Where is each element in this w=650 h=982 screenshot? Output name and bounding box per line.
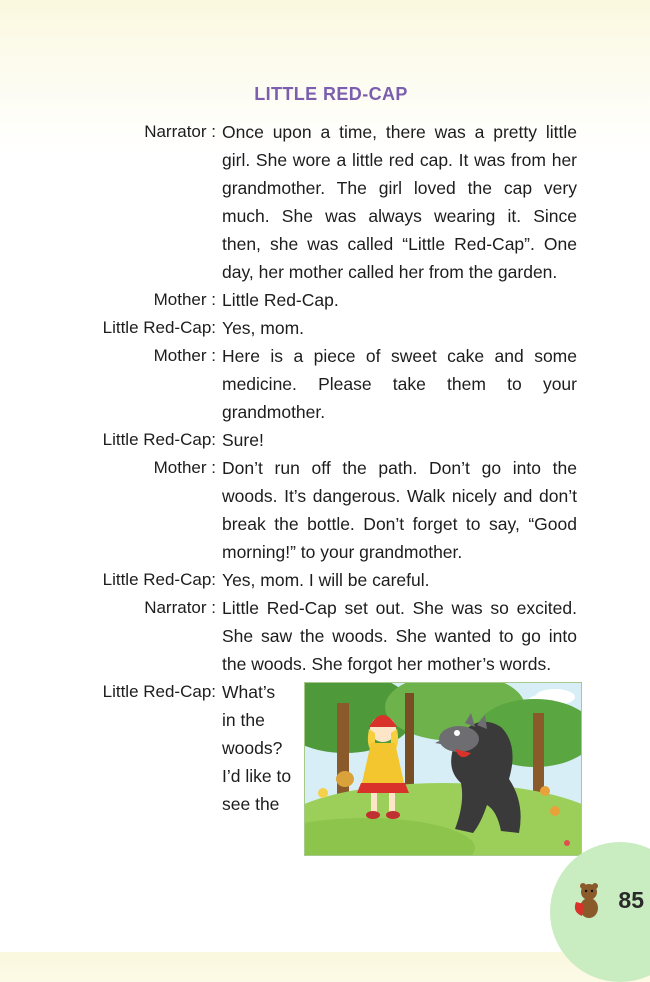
dialogue-line <box>0 566 650 594</box>
dialogue <box>0 118 650 818</box>
dialogue-text: What’s in the woods? I’d like to see the <box>222 682 292 814</box>
dialogue-text: Little Red-Cap. <box>222 290 339 310</box>
dialogue-text: Sure! <box>222 430 264 450</box>
dialogue-line <box>0 454 650 566</box>
dialogue-line <box>0 594 650 678</box>
dialogue-line <box>0 342 650 426</box>
story-illustration <box>304 682 582 856</box>
bear-mascot-icon <box>572 882 606 920</box>
page-title: LITTLE RED-CAP <box>254 84 408 104</box>
dialogue-line <box>0 118 650 286</box>
dialogue-line-with-illustration <box>0 678 650 818</box>
page-number: 85 <box>618 887 644 913</box>
dialogue-line <box>0 286 650 314</box>
speaker-label: Mother : <box>153 346 216 365</box>
red-cap-and-wolf-illustration <box>305 683 581 855</box>
dialogue-line <box>0 426 650 454</box>
speaker-label: Little Red-Cap: <box>102 318 216 337</box>
speaker-label: Mother : <box>153 290 216 309</box>
dialogue-text: Once upon a time, there was a pretty little girl. She wore a little red cap. It was from her grandmother. The girl loved the cap very much. She was always wearing it. Since then, she was called “Little Red-Cap”. One day, her mother called her from the garden. <box>222 122 577 282</box>
speaker-label: Mother : <box>153 458 216 477</box>
dialogue-text: Little Red-Cap set out. She was so excited. She saw the woods. She wanted to go into the woods. She forgot her mother’s words. <box>222 598 577 674</box>
dialogue-text: Don’t run off the path. Don’t go into the woods. It’s dangerous. Walk nicely and don’t break the bottle. Don’t forget to say, “Good morning!” to your grandmother. <box>222 458 577 562</box>
speaker-label: Little Red-Cap: <box>102 430 216 449</box>
dialogue-line <box>0 314 650 342</box>
speaker-label: Narrator : <box>144 598 216 617</box>
speaker-label: Little Red-Cap: <box>102 682 216 701</box>
speaker-label: Little Red-Cap: <box>102 570 216 589</box>
dialogue-text: Yes, mom. <box>222 318 305 338</box>
speaker-label: Narrator : <box>144 122 216 141</box>
dialogue-text: Yes, mom. I will be careful. <box>222 570 430 590</box>
dialogue-text: Here is a piece of sweet cake and some medicine. Please take them to your grandmother. <box>222 346 577 422</box>
